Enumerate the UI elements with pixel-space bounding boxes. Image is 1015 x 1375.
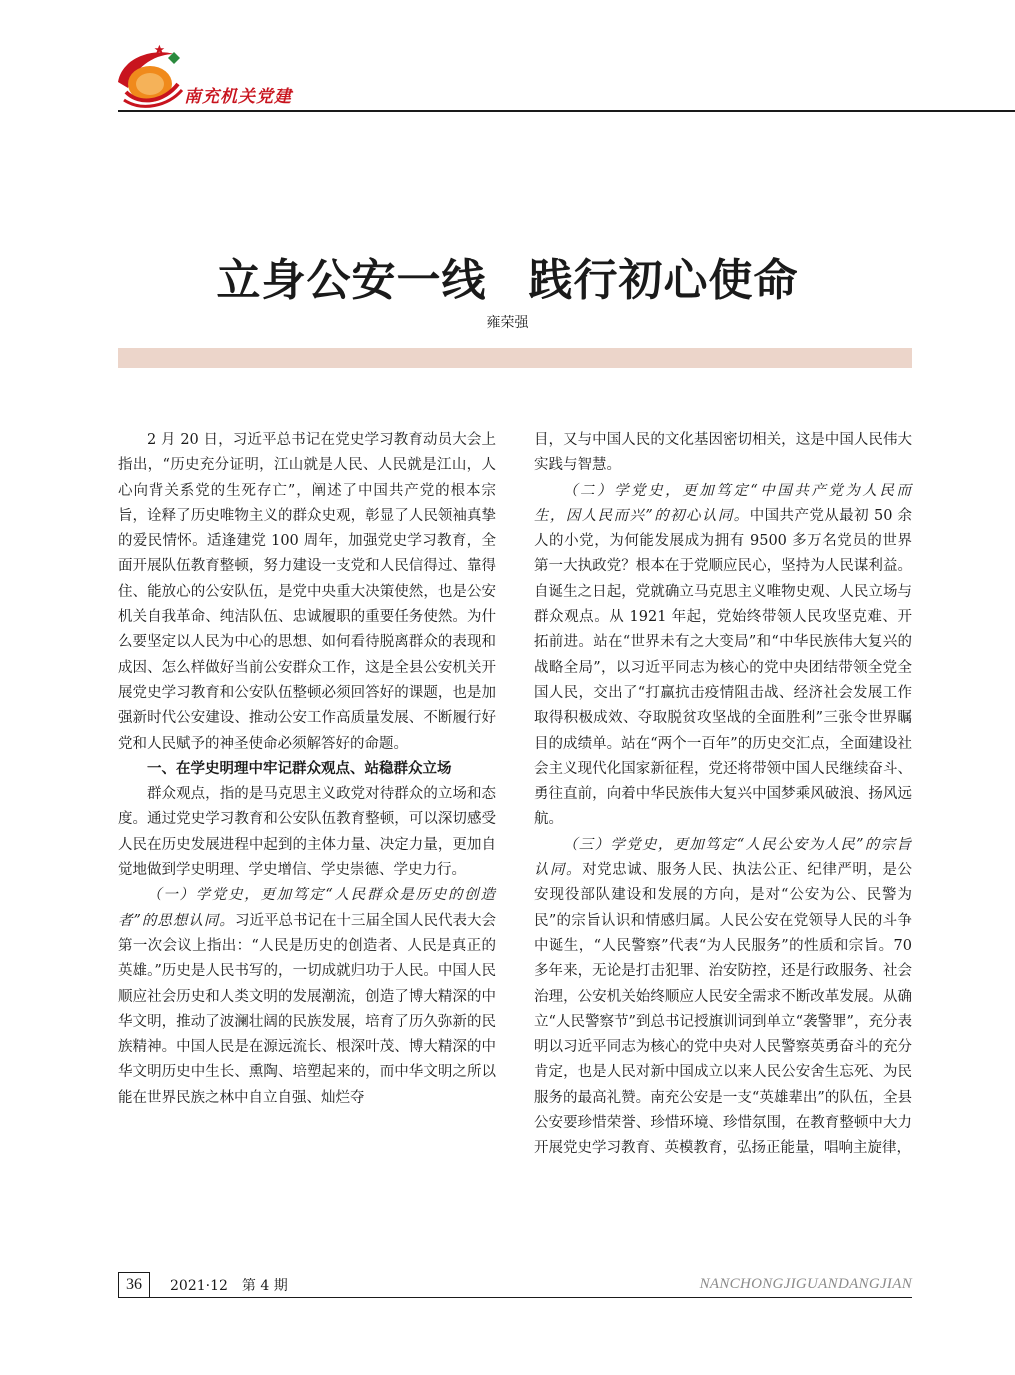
party-emblem-logo-icon — [112, 44, 192, 112]
paragraph-text: 对党忠诚、服务人民、执法公正、纪律严明，是公安现役部队建设和发展的方向，是对“公安为公、民警为民”的宗旨认识和情感归属。人民公安在党领导人民的斗争中诞生，“人民警察”代表“为人民服务”的性质和宗旨。70 多年来，无论是打击犯罪、治安防控，还是行政服务、社会治理，公安机关始终顺应人民安全需求不断改革发展。从确立“人民警察节”到总书记授旗训词到单立“袭警罪”，充分表明以习近平同志为核心的党中央对人民警察英勇奋斗的充分肯定，也是人民对新中国成立以来人民公安舍生忘死、为民服务的最高礼赞。南充公安是一支“英雄辈出”的队伍，全县公安要珍惜荣誉、珍惜环境、珍惜氛围，在教育整顿中大力开展党史学习教育、英模教育，弘扬正能量，唱响主旋律， — [534, 862, 912, 1157]
issue-label: 2021·12 第 4 期 — [170, 1278, 288, 1294]
section-heading: 一、在学史明理中牢记群众观点、站稳群众立场 — [147, 760, 452, 777]
paragraph-continued: 目，又与中国人民的文化基因密切相关，这是中国人民伟大实践与智慧。 — [534, 432, 912, 474]
paragraph: 2 月 20 日，习近平总书记在党史学习教育动员大会上指出，“历史充分证明，江山就是人民、人民就是江山，人心向背关系党的生死存亡”，阐述了中国共产党的根本宗旨，诠释了历史唯物主义的群众史观，彰显了人民领袖真挚的爱民情怀。适逢建党 100 周年，加强党史学习教育，全面开展队伍教育整顿，努力建设一支党和人民信得过、靠得住、能放心的公安队伍，是党中央重大决策使然，也是公安机关自我革命、纯洁队伍、忠诚履职的重要任务使然。为什么要坚定以人民为中心的思想、如何看待脱离群众的表现和成因、怎么样做好当前公安群众工作，这是全县公安机关开展党史学习教育和公安队伍整顿必须回答好的课题，也是加强新时代公安建设、推动公安工作高质量发展、不断履行好党和人民赋予的神圣使命必须解答好的命题。 — [118, 432, 496, 752]
decorative-band — [118, 348, 912, 368]
paragraph-text: 习近平总书记在十三届全国人民代表大会第一次会议上指出：“人民是历史的创造者、人民是真正的英雄。”历史是人民书写的，一切成就归功于人民。中国人民顺应社会历史和人类文明的发展潮流，创造了博大精深的中华文明，推动了波澜壮阔的民族发展，培育了历久弥新的民族精神。中国人民是在源远流长、根深叶茂、博大精深的中华文明历史中生长、熏陶、培塑起来的，而中华文明之所以能在世界民族之林中自立自强、灿烂夺 — [118, 912, 496, 1106]
page-number: 36 — [118, 1272, 150, 1298]
article-title-part2: 践行初心使命 — [528, 255, 799, 306]
subheading-lead: （二）学党史，更加笃定“中国共产党为人民而生，因人民而兴”的初心认同。 — [534, 482, 912, 524]
footer-rule — [118, 1297, 912, 1298]
page-footer — [118, 1272, 912, 1302]
subheading-lead: （一）学党史，更加笃定“人民群众是历史的创造者”的思想认同。 — [118, 887, 496, 929]
article-title-part1: 立身公安一线 — [216, 255, 487, 306]
right-column — [534, 428, 912, 1162]
paragraph: 群众观点，指的是马克思主义政党对待群众的立场和态度。通过党史学习教育和公安队伍教育整顿，可以深切感受人民在历史发展进程中起到的主体力量、决定力量，更加自觉地做到学史明理、学史增信、学史崇德、学史力行。 — [118, 786, 496, 879]
paragraph — [118, 883, 496, 1111]
article-author: 雍荣强 — [486, 315, 529, 331]
footer-brand: NANCHONGJIGUANDANGJIAN — [699, 1276, 912, 1292]
header-rule — [118, 110, 1015, 112]
paragraph — [534, 833, 912, 1162]
paragraph-text: 中国共产党从最初 50 余人的小党，为何能发展成为拥有 9500 多万名党员的世界第一大执政党？根本在于党顺应民心，坚持为人民谋利益。自诞生之日起，党就确立马克思主义唯物史观、人民立场与群众观点。从 1921 年起，党始终带领人民攻坚克难、开拓前进。站在“世界未有之大变局”和“中华民族伟大复兴的战略全局”，以习近平同志为核心的党中央团结带领全党全国人民，交出了“打赢抗击疫情阻击战、经济社会发展工作取得积极成效、夺取脱贫攻坚战的全面胜利”三张令世界瞩目的成绩单。站在“两个一百年”的历史交汇点，全面建设社会主义现代化国家新征程，党还将带领中国人民继续奋斗、勇往直前，向着中华民族伟大复兴中国梦乘风破浪、扬风远航。 — [534, 507, 912, 828]
magazine-name: 南充机关党建 — [184, 87, 292, 107]
paragraph — [534, 479, 912, 833]
article-title — [0, 244, 1015, 308]
left-column — [118, 428, 496, 1111]
subheading-lead: （三）学党史，更加笃定“人民公安为人民”的宗旨认同。 — [534, 836, 912, 879]
page-header — [0, 0, 1015, 120]
